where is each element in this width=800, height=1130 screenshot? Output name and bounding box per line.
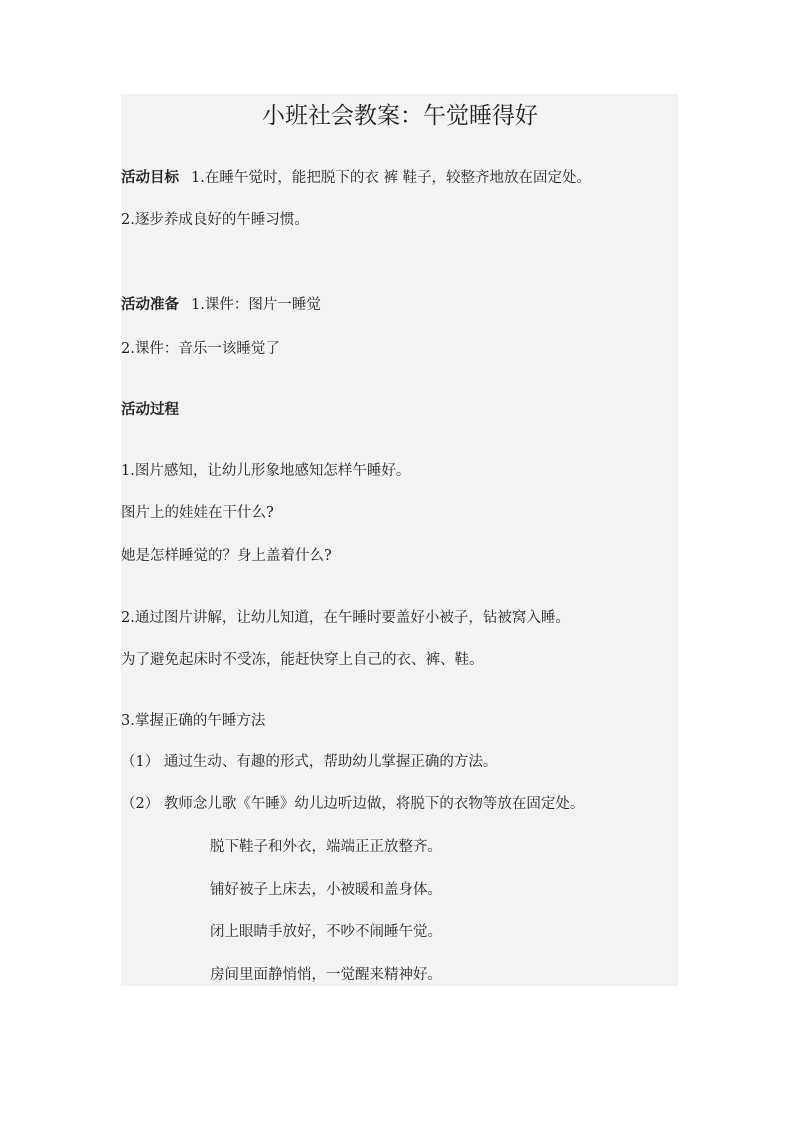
process-step-3: 3.掌握正确的午睡方法: [121, 713, 266, 729]
document-title: 小班社会教案：午觉睡得好: [262, 103, 538, 129]
process-step-1: 1.图片感知，让幼儿形象地感知怎样午睡好。: [121, 463, 411, 479]
prep-heading: 活动准备: [121, 296, 179, 313]
poem-line-2: 铺好被子上床去，小被暖和盖身体。: [210, 882, 442, 898]
poem-line-3: 闭上眼睛手放好，不吵不闹睡午觉。: [210, 924, 442, 940]
process-question-2: 她是怎样睡觉的？身上盖着什么?: [121, 548, 332, 564]
goals-line-1: [121, 168, 591, 188]
poem-line-4: 房间里面静悄悄，一觉醒来精神好。: [210, 967, 442, 983]
prep-item-2: 2.课件：音乐一该睡觉了: [121, 341, 280, 357]
process-step-2: 2.通过图片讲解，让幼儿知道，在午睡时要盖好小被子，钻被窝入睡。: [121, 610, 570, 626]
goals-item-1: 1.在睡午觉时，能把脱下的衣 裤 鞋子，较整齐地放在固定处。: [191, 170, 592, 186]
process-step-2-detail: 为了避免起床时不受冻，能赶快穿上自己的衣、裤、鞋。: [121, 652, 484, 668]
goals-heading: 活动目标: [121, 169, 179, 186]
process-substep-2: （2） 教师念儿歌《午睡》幼儿边听边做，将脱下的衣物等放在固定处。: [121, 796, 585, 812]
goals-item-2: 2.逐步养成良好的午睡习惯。: [121, 212, 309, 228]
prep-item-1: 1.课件：图片一睡觉: [191, 297, 321, 313]
poem-line-1: 脱下鞋子和外衣，端端正正放整齐。: [210, 839, 442, 855]
process-substep-1: （1） 通过生动、有趣的形式，帮助幼儿掌握正确的方法。: [121, 754, 498, 770]
process-heading: 活动过程: [121, 401, 179, 418]
process-question-1: 图片上的娃娃在干什么?: [121, 505, 274, 521]
prep-line-1: [121, 295, 321, 315]
